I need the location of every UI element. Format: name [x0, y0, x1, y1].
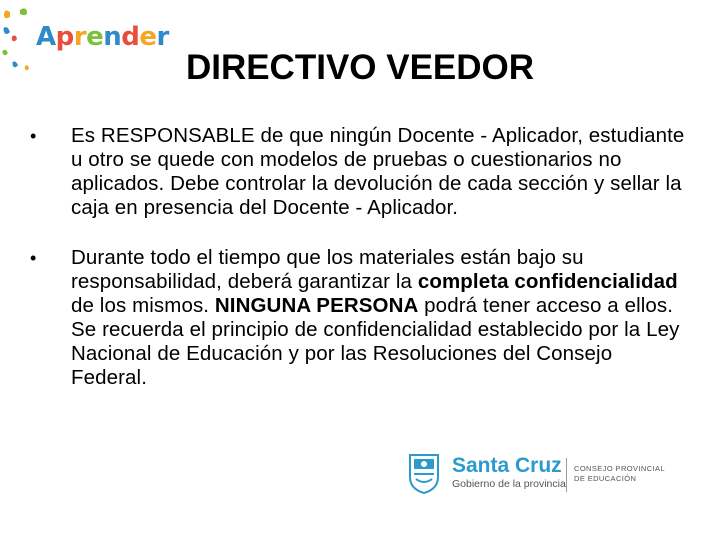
bullet-text: de los mismos. [71, 294, 215, 317]
bullet-text: podrá tener acceso a ellos. Se recuerda el principio de confidencialidad establecido por la Ley Nacional de Educación y por las Resoluciones del Consejo Federal. [71, 294, 680, 389]
bullet-icon: • [30, 126, 37, 146]
wordmark-letter: d [121, 22, 140, 52]
bullet-list [30, 124, 690, 390]
council-name-line: CONSEJO PROVINCIAL [574, 464, 665, 473]
santa-cruz-logo [408, 452, 678, 498]
wordmark-letter: p [55, 22, 74, 52]
province-subtitle: Gobierno de la provincia [452, 478, 566, 490]
wordmark-letter: r [156, 22, 169, 52]
bullet-text: Durante todo el tiempo que los materiales están bajo su responsabilidad, deberá garantizar la [71, 246, 584, 293]
council-name [574, 464, 665, 484]
bullet-text: Es RESPONSABLE de que ningún Docente - Aplicador, estudiante u otro se quede con modelos de pruebas o cuestionarios no aplicados. Debe controlar la devolución de cada sección y sellar la caja en presencia del Docente - Aplicador. [71, 124, 685, 219]
wordmark-letter: n [103, 22, 122, 52]
wordmark-letter: e [139, 22, 157, 52]
bullet-responsable [30, 124, 690, 220]
wordmark-letter: r [73, 22, 87, 52]
bullet-icon: • [30, 248, 37, 268]
wordmark-letter: e [86, 22, 104, 52]
bullet-bold-text: NINGUNA PERSONA [214, 294, 419, 317]
bullet-bold-text: completa confidencialidad [417, 270, 678, 293]
logo-divider [566, 458, 567, 492]
bullet-confidencialidad [30, 246, 690, 390]
wordmark-letter: A [36, 22, 56, 52]
slide-title: DIRECTIVO VEEDOR [185, 48, 535, 87]
provincial-emblem-icon [408, 452, 440, 494]
council-name-line: DE EDUCACIÓN [574, 474, 637, 483]
province-name: Santa Cruz [452, 454, 562, 477]
